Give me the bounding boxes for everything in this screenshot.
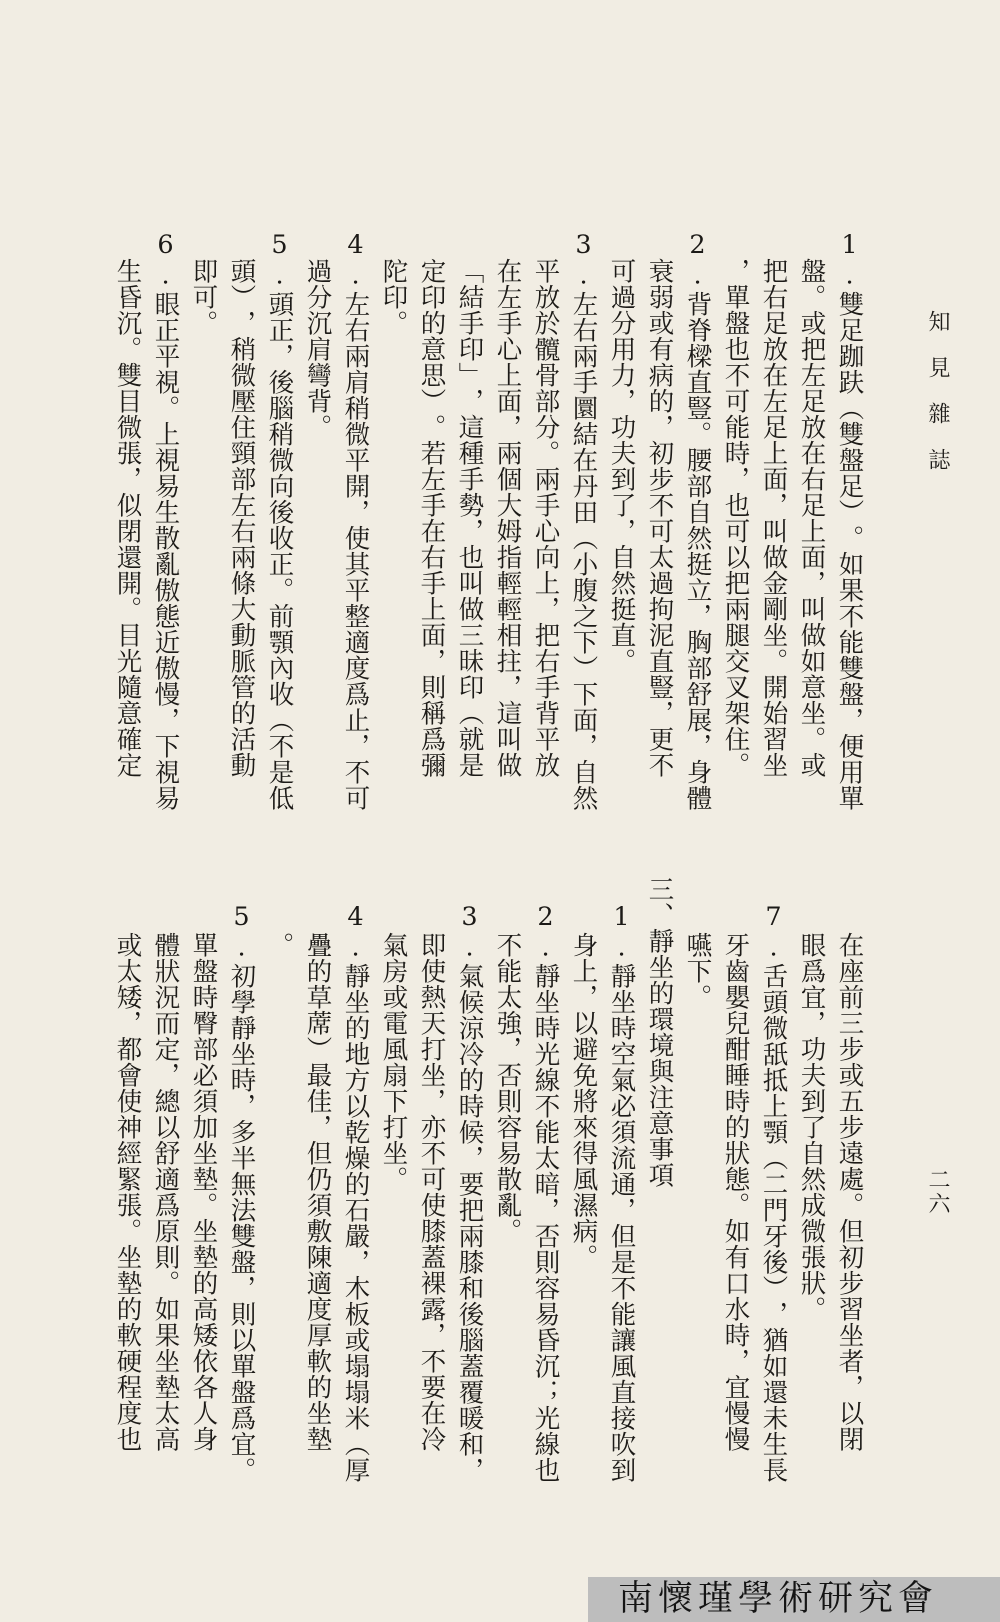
text-column: 生昏沉。雙目微張，似閉還開。目光隨意確定 bbox=[112, 258, 143, 778]
text-column: 不能太強，否則容易散亂。 bbox=[492, 932, 523, 1244]
text-column: 氣房或電風扇下打坐。 bbox=[378, 932, 409, 1192]
text-column: 可過分用力，功夫到了，自然挺直。 bbox=[606, 258, 637, 674]
text-column: 疊的草蓆︶最佳，但仍須敷陳適度厚軟的坐墊 bbox=[302, 932, 333, 1452]
text-column: 頭︶，稍微壓住頸部左右兩條大動脈管的活動 bbox=[226, 258, 257, 778]
text-column: 即可。 bbox=[188, 258, 219, 336]
text-column: 平放於髖骨部分。兩手心向上，把右手背平放 bbox=[530, 258, 561, 778]
text-column: ﹁結手印﹂，這種手勢，也叫做三昧印︵就是 bbox=[454, 258, 485, 778]
page-number: 二六 bbox=[925, 1168, 950, 1216]
text-column: 。 bbox=[264, 932, 295, 958]
text-column: 2.靜坐時光線不能太暗，否則容易昏沉；光線也 bbox=[530, 902, 561, 1483]
text-column: 陀印。 bbox=[378, 258, 409, 336]
text-column: 1.靜坐時空氣必須流通，但是不能讓風直接吹到 bbox=[606, 902, 637, 1483]
section-heading: 三、靜坐的環境與注意事項 bbox=[644, 876, 675, 1188]
text-column: 7.舌頭微舐抵上顎︵二門牙後︶，猶如還未生長 bbox=[758, 902, 789, 1483]
text-column: 4.靜坐的地方以乾燥的石嚴，木板或塌塌米︵厚 bbox=[340, 902, 371, 1483]
text-column: 牙齒嬰兒酣睡時的狀態。如有口水時，宜慢慢 bbox=[720, 932, 751, 1452]
text-column: 盤。或把左足放在右足上面，叫做如意坐。或 bbox=[796, 258, 827, 778]
text-column: 把右足放在左足上面，叫做金剛坐。開始習坐 bbox=[758, 258, 789, 778]
text-column: 6.眼正平視。上視易生散亂傲態近傲慢，下視易 bbox=[150, 230, 181, 811]
text-column: 即使熱天打坐，亦不可使膝蓋裸露，不要在冷 bbox=[416, 932, 447, 1452]
text-column: 2.背脊樑直豎。腰部自然挺立，胸部舒展，身體 bbox=[682, 230, 713, 811]
text-column: 單盤時臀部必須加坐墊。坐墊的高矮依各人身 bbox=[188, 932, 219, 1452]
text-column: 在左手心上面，兩個大姆指輕輕相拄，這叫做 bbox=[492, 258, 523, 778]
text-column: 眼爲宜，功夫到了自然成微張狀。 bbox=[796, 932, 827, 1322]
text-column: 衰弱或有病的，初步不可太過拘泥直豎，更不 bbox=[644, 258, 675, 778]
text-column: 或太矮，都會使神經緊張。坐墊的軟硬程度也 bbox=[112, 932, 143, 1452]
text-column: 5.初學靜坐時，多半無法雙盤，則以單盤爲宜。 bbox=[226, 902, 257, 1483]
text-column: 身上，以避免將來得風濕病。 bbox=[568, 932, 599, 1270]
text-column: 嚥下。 bbox=[682, 932, 713, 1010]
watermark-text: 南懷瑾學術研究會 bbox=[618, 1579, 939, 1619]
text-column: 在座前三步或五步遠處。但初步習坐者，以閉 bbox=[834, 932, 865, 1452]
text-column: 4.左右兩肩稍微平開，使其平整適度爲止，不可 bbox=[340, 230, 371, 811]
text-column: 體狀況而定，總以舒適爲原則。如果坐墊太高 bbox=[150, 932, 181, 1452]
text-column: 3.氣候涼冷的時候，要把兩膝和後腦蓋覆暖和， bbox=[454, 902, 485, 1483]
text-column: 過分沉肩彎背。 bbox=[302, 258, 333, 440]
text-column: 5.頭正，後腦稍微向後收正。前顎內收︵不是低 bbox=[264, 230, 295, 811]
text-column: 3.左右兩手圜結在丹田︵小腹之下︶下面，自然 bbox=[568, 230, 599, 811]
text-column: 定印的意思︶。若左手在右手上面，則稱爲彌 bbox=[416, 258, 447, 778]
running-header: 知見雜誌 bbox=[925, 310, 950, 494]
text-column: 1.雙足跏趺︵雙盤足︶。如果不能雙盤，便用單 bbox=[834, 230, 865, 811]
text-column: ，單盤也不可能時，也可以把兩腿交叉架住。 bbox=[720, 258, 751, 778]
